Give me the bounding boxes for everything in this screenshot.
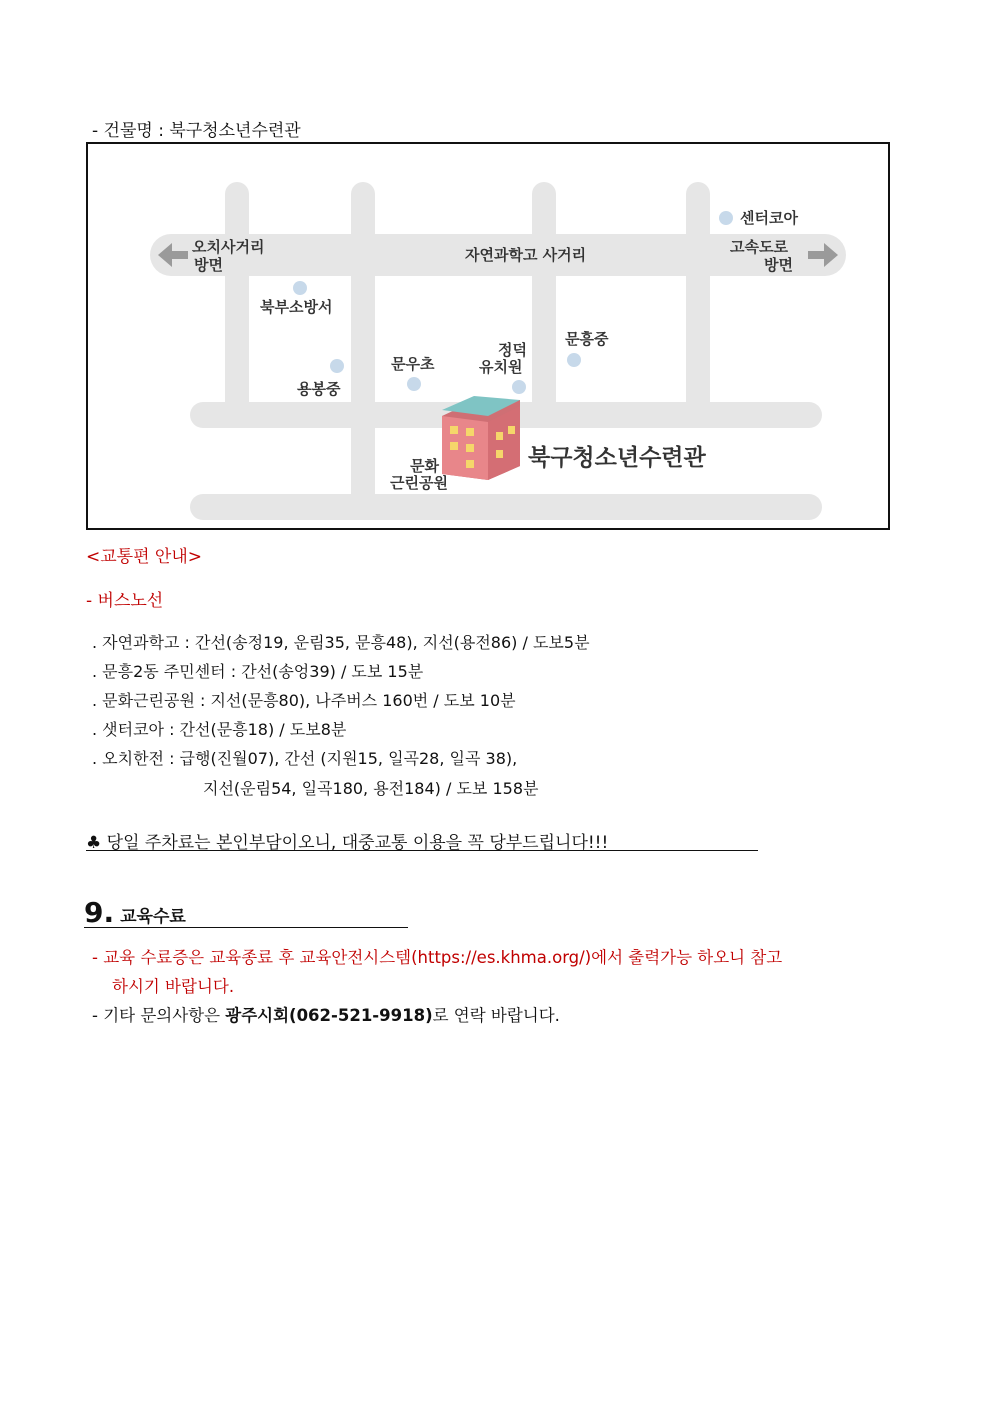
map-label-yongbong: 용봉중 <box>297 380 341 398</box>
section-title: 교육수료 <box>120 907 186 927</box>
map-label-munheung-ms: 문흥중 <box>565 330 609 348</box>
route-item: . 문화근린공원 : 지선(문흥80), 나주버스 160번 / 도보 10분 <box>92 691 516 710</box>
building-icon <box>442 396 520 480</box>
transport-heading: <교통편 안내> <box>86 547 203 567</box>
poi-dot-munwoo <box>407 377 421 391</box>
route-item: . 샛터코아 : 간선(문흥18) / 도보8분 <box>92 720 347 739</box>
certificate-notice-line-2: 하시기 바랍니다. <box>112 977 235 996</box>
location-map <box>86 142 890 530</box>
road-vertical-4 <box>686 182 710 418</box>
route-item-continued: 지선(운림54, 일곡180, 용전184) / 도보 158분 <box>203 779 539 798</box>
certificate-notice-line-1: - 교육 수료증은 교육종료 후 교육안전시스템(https://es.khma.org/)에서 출력가능 하오니 참고 <box>92 948 783 967</box>
road-vertical-3 <box>532 182 556 418</box>
route-item: . 자연과학고 : 간선(송정19, 운림35, 문흥48), 지선(용전86) / 도보5분 <box>92 633 590 652</box>
section-9-heading <box>84 896 186 929</box>
map-label-center-coa: 센터코아 <box>740 209 798 227</box>
map-illustration <box>88 144 888 528</box>
poi-dot-yongbong <box>330 359 344 373</box>
map-label-highway-2: 방면 <box>764 256 793 274</box>
notice-underline <box>86 850 758 851</box>
poi-dot-munheung <box>567 353 581 367</box>
poi-dot-jeongdeok <box>512 380 526 394</box>
contact-info: 광주시회(062-521-9918) <box>225 1006 433 1025</box>
contact-suffix: 로 연락 바랍니다. <box>432 1006 560 1025</box>
map-label-ochi-1: 오치사거리 <box>192 238 265 256</box>
poi-dot-fire-station <box>293 281 307 295</box>
map-label-jeongdeok-1: 정덕 <box>498 341 527 359</box>
map-label-highway-1: 고속도로 <box>730 238 788 256</box>
section-underline <box>84 927 408 928</box>
map-label-munwoo: 문우초 <box>391 355 435 373</box>
section-number: 9. <box>84 896 115 929</box>
road-horizontal-3 <box>190 494 822 520</box>
map-label-junction: 자연과학고 사거리 <box>465 246 587 264</box>
map-label-park-2: 근린공원 <box>390 474 448 492</box>
map-label-ochi-2: 방면 <box>194 256 223 274</box>
route-item: . 오치한전 : 급행(진월07), 간선 (지원15, 일곡28, 일곡 38), <box>92 749 518 768</box>
contact-prefix: - 기타 문의사항은 <box>92 1006 226 1025</box>
map-label-fire-station: 북부소방서 <box>260 298 333 316</box>
route-item: . 문흥2동 주민센터 : 간선(송엉39) / 도보 15분 <box>92 662 424 681</box>
road-vertical-2 <box>351 182 375 512</box>
map-label-jeongdeok-2: 유치원 <box>479 358 523 376</box>
contact-notice <box>92 1002 560 1026</box>
map-label-main-building: 북구청소년수련관 <box>528 445 706 471</box>
poi-dot-center-coa <box>719 211 733 225</box>
road-vertical-1 <box>225 182 249 418</box>
building-name-label: - 건물명 : 북구청소년수련관 <box>92 121 301 141</box>
parking-notice: ♣ 당일 주차료는 본인부담이오니, 대중교통 이용을 꼭 당부드립니다!!! <box>86 833 609 853</box>
map-label-park-1: 문화 <box>410 457 439 475</box>
bus-routes-heading: - 버스노선 <box>86 591 164 611</box>
